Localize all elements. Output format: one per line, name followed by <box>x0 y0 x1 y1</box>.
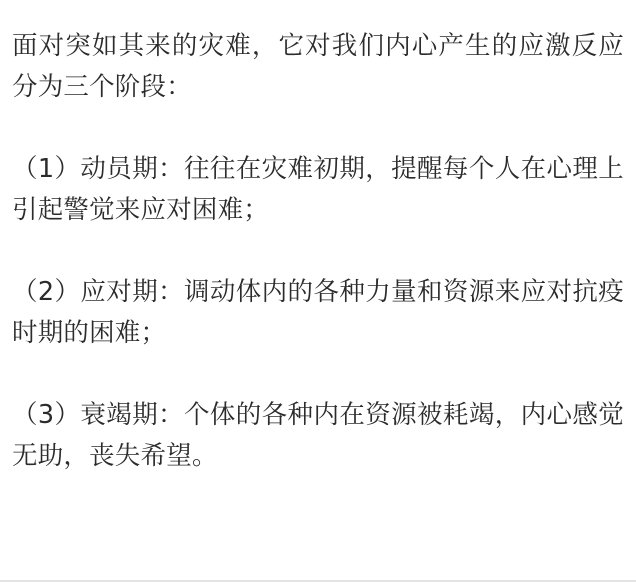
paragraph-stage-1: （1）动员期：往往在灾难初期，提醒每个人在心理上引起警觉来应对困难； <box>12 154 624 225</box>
paragraph-intro: 面对突如其来的灾难，它对我们内心产生的应激反应分为三个阶段： <box>12 31 624 102</box>
paragraph-stage-3: （3）衰竭期：个体的各种内在资源被耗竭，内心感觉无助，丧失希望。 <box>12 400 624 471</box>
article-body <box>12 26 624 477</box>
paragraph-stage-2: （2）应对期：调动体内的各种力量和资源来应对抗疫时期的困难； <box>12 277 624 348</box>
